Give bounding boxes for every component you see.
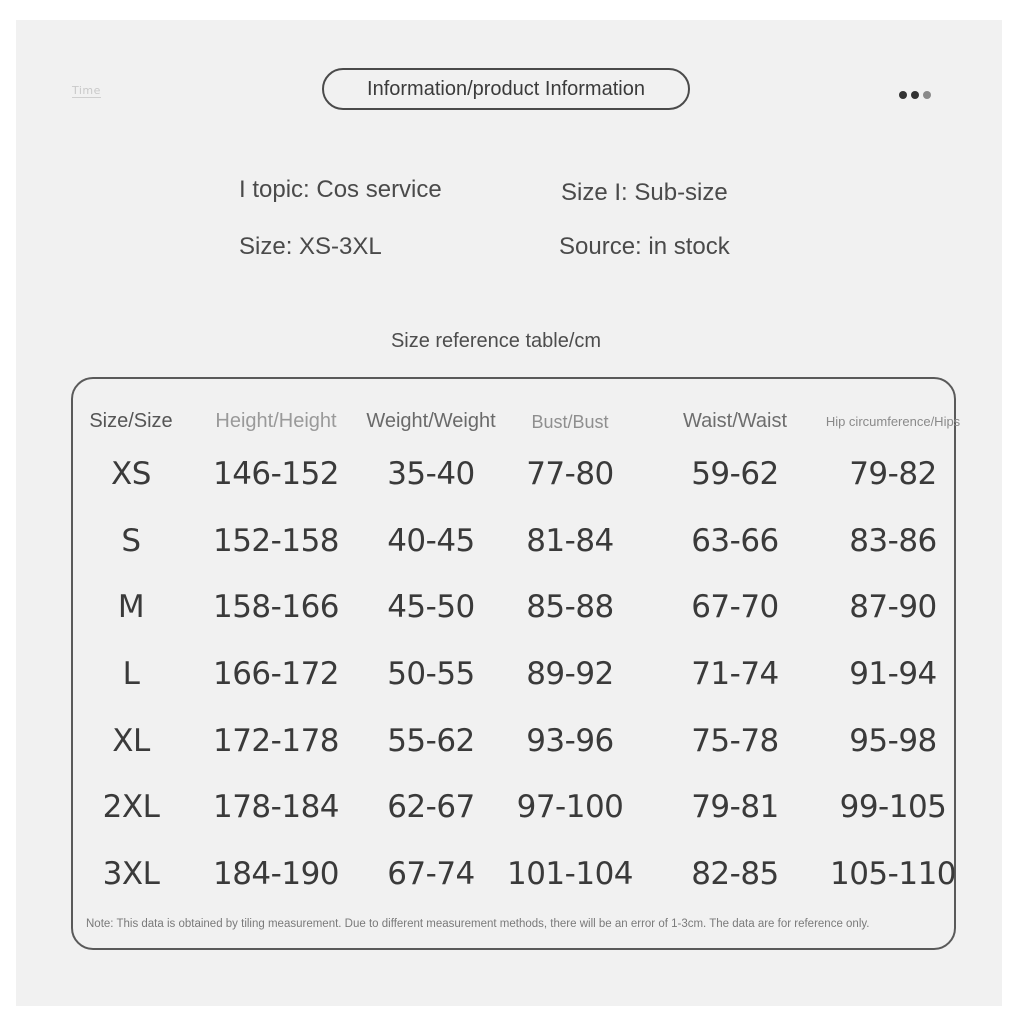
header-waist: Waist/Waist	[682, 410, 788, 432]
table-cell: 79-82	[849, 456, 937, 492]
size-label-cell: XS	[111, 456, 151, 492]
table-cell: 184-190	[212, 856, 340, 892]
table-cell: 152-158	[212, 523, 340, 559]
table-cell: 82-85	[691, 856, 779, 892]
table-caption: Size reference table/cm	[390, 330, 602, 352]
table-cell: 67-70	[691, 589, 779, 625]
table-cell: 83-86	[849, 523, 937, 559]
faint-watermark: Time	[72, 84, 101, 97]
size-label-cell: 2XL	[102, 789, 160, 825]
table-cell: 55-62	[387, 723, 475, 759]
info-size-type: Size I: Sub-size	[561, 179, 728, 206]
table-cell: 63-66	[691, 523, 779, 559]
size-label-cell: M	[117, 589, 145, 625]
table-cell: 85-88	[526, 589, 614, 625]
table-cell: 87-90	[849, 589, 937, 625]
table-cell: 40-45	[387, 523, 475, 559]
size-label-cell: XL	[112, 723, 150, 759]
header-weight: Weight/Weight	[366, 410, 496, 432]
table-cell: 97-100	[516, 789, 624, 825]
dot-icon	[911, 91, 919, 99]
info-size-range: Size: XS-3XL	[239, 233, 382, 260]
table-cell: 158-166	[212, 589, 340, 625]
table-note: Note: This data is obtained by tiling measurement. Due to different measurement methods, there will be an error of 1-3cm. The data are for reference only.	[86, 918, 870, 930]
table-cell: 35-40	[387, 456, 475, 492]
table-cell: 45-50	[387, 589, 475, 625]
dot-icon	[923, 91, 931, 99]
table-cell: 146-152	[212, 456, 340, 492]
table-cell: 95-98	[849, 723, 937, 759]
page-title: Information/product Information	[322, 68, 690, 110]
table-cell: 105-110	[829, 856, 957, 892]
table-cell: 71-74	[691, 656, 779, 692]
table-cell: 79-81	[691, 789, 779, 825]
more-dots-icon[interactable]	[899, 91, 931, 99]
table-cell: 81-84	[526, 523, 614, 559]
table-cell: 178-184	[212, 789, 340, 825]
table-cell: 59-62	[691, 456, 779, 492]
table-cell: 166-172	[212, 656, 340, 692]
table-cell: 67-74	[387, 856, 475, 892]
table-cell: 101-104	[506, 856, 634, 892]
header-height: Height/Height	[215, 410, 337, 432]
size-label-cell: L	[122, 656, 140, 692]
table-cell: 99-105	[839, 789, 947, 825]
info-source: Source: in stock	[559, 233, 730, 260]
table-cell: 89-92	[526, 656, 614, 692]
size-label-cell: 3XL	[102, 856, 160, 892]
table-cell: 62-67	[387, 789, 475, 825]
table-cell: 91-94	[849, 656, 937, 692]
table-cell: 93-96	[526, 723, 614, 759]
dot-icon	[899, 91, 907, 99]
table-cell: 75-78	[691, 723, 779, 759]
header-bust: Bust/Bust	[531, 412, 609, 432]
info-topic: I topic: Cos service	[239, 176, 442, 203]
table-cell: 77-80	[526, 456, 614, 492]
table-cell: 50-55	[387, 656, 475, 692]
size-label-cell: S	[121, 523, 141, 559]
header-hip: Hip circumference/Hips	[825, 414, 961, 429]
header-size: Size/Size	[89, 410, 173, 432]
table-cell: 172-178	[212, 723, 340, 759]
